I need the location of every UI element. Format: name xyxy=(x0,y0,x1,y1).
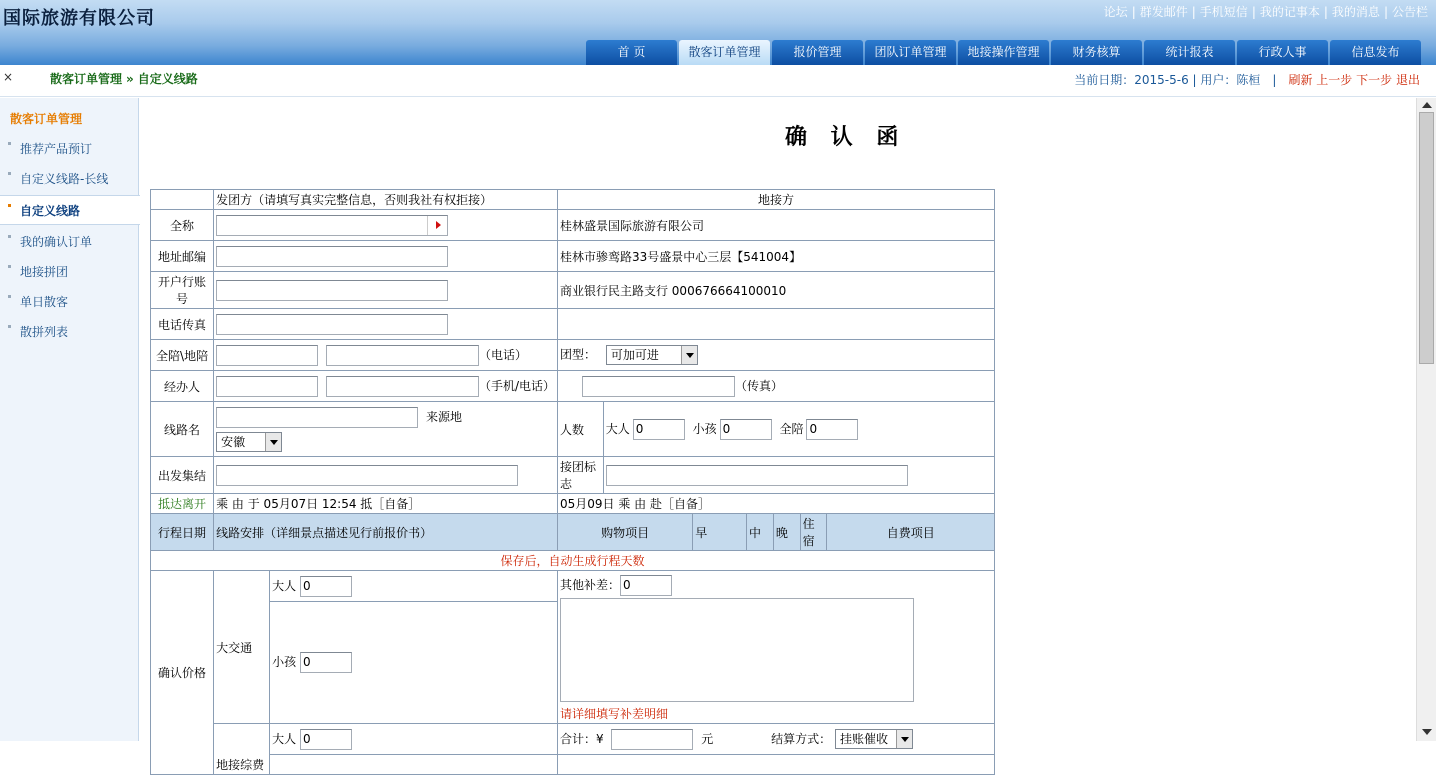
guide-phone-input[interactable] xyxy=(326,345,479,366)
top-link-sms[interactable]: 手机短信 xyxy=(1199,5,1248,19)
top-link-mass-mail[interactable]: 群发邮件 xyxy=(1139,5,1188,19)
sidebar-item-my-confirmed[interactable]: 我的确认订单 xyxy=(0,227,139,257)
escort-count-input[interactable]: 0 xyxy=(806,419,858,440)
other-diff-input[interactable]: 0 xyxy=(620,575,672,596)
breadcrumb-separator: » xyxy=(126,72,134,86)
scroll-down-icon[interactable] xyxy=(1422,729,1432,735)
child-count-input[interactable]: 0 xyxy=(720,419,772,440)
col-date: 行程日期 xyxy=(151,514,214,551)
col-dinner: 晚 xyxy=(773,514,800,551)
label-phonefax: 电话传真 xyxy=(151,309,214,340)
arrive-text: 乘 由 于 05月07日 12:54 抵［自备］ xyxy=(214,494,558,514)
nav-tab-quotes[interactable]: 报价管理 xyxy=(772,40,863,65)
current-user: 用户：陈桓 xyxy=(1200,73,1261,87)
main-content xyxy=(140,98,1416,772)
label-arrive: 抵达离开 xyxy=(151,494,214,514)
top-link-bulletin[interactable]: 公告栏 xyxy=(1391,5,1428,19)
agent-mobile-input[interactable] xyxy=(326,376,479,397)
scroll-thumb[interactable] xyxy=(1419,112,1434,364)
breadcrumb xyxy=(50,70,198,87)
label-address: 地址邮编 xyxy=(151,241,214,272)
source-label: 来源地 xyxy=(425,409,462,424)
source-select[interactable]: 安徽 xyxy=(216,432,282,452)
col-shopping: 购物项目 xyxy=(557,514,692,551)
flag-input[interactable] xyxy=(606,465,908,486)
settle-select[interactable]: 挂账催收 xyxy=(835,729,913,749)
adult-count-input[interactable]: 0 xyxy=(633,419,685,440)
app-header xyxy=(0,0,1436,65)
col-optional: 自费项目 xyxy=(827,514,995,551)
agent-name-input[interactable] xyxy=(216,376,318,397)
refresh-link[interactable]: 刷新 xyxy=(1288,73,1313,87)
top-links: 论坛 | 群发邮件 | 手机短信 | 我的记事本 | 我的消息 | 公告栏 xyxy=(1103,5,1428,19)
date-user-info: 当前日期：2015-5-6 | 用户：陈桓 | 刷新 上一步 下一步 退出 xyxy=(1074,73,1420,87)
yuan-label: 元 xyxy=(701,731,714,746)
nav-tab-hr[interactable]: 行政人事 xyxy=(1237,40,1328,65)
agent-mobile-suffix: （手机/电话） xyxy=(478,378,555,393)
chevron-down-icon[interactable] xyxy=(681,346,697,364)
next-step-link[interactable]: 下一步 xyxy=(1356,73,1393,87)
chevron-down-icon[interactable] xyxy=(896,730,912,748)
chevron-down-icon[interactable] xyxy=(265,433,281,451)
scroll-up-icon[interactable] xyxy=(1422,102,1432,108)
agent-fax-suffix: （传真） xyxy=(734,378,783,393)
people-label: 人数 xyxy=(557,402,603,457)
child-count-label: 小孩 xyxy=(692,421,717,436)
group-type-label: 团型： xyxy=(559,347,596,362)
phonefax-input[interactable] xyxy=(216,314,448,335)
nav-tab-finance[interactable]: 财务核算 xyxy=(1051,40,1142,65)
sidebar-item-custom-long[interactable]: 自定义线路-长线 xyxy=(0,164,139,194)
receiver-address: 桂林市骖鸾路33号盛景中心三层【541004】 xyxy=(557,241,994,272)
group-type-select[interactable]: 可加可进 xyxy=(606,345,698,365)
label-route: 线路名 xyxy=(151,402,214,457)
guide-name-input[interactable] xyxy=(216,345,318,366)
auto-days-note: 保存后，自动生成行程天数 xyxy=(151,551,995,571)
close-icon[interactable]: × xyxy=(3,70,14,84)
company-logo: 国际旅游有限公司 xyxy=(3,8,155,29)
label-ground-fee: 地接综费 xyxy=(214,724,270,775)
label-fullname: 全称 xyxy=(151,210,214,241)
agent-fax-input[interactable] xyxy=(582,376,735,397)
confirmation-form xyxy=(150,189,995,775)
sidebar-item-single-day[interactable]: 单日散客 xyxy=(0,287,139,317)
breadcrumb-current: 自定义线路 xyxy=(137,72,198,86)
settle-label: 结算方式： xyxy=(771,731,832,746)
sidebar-item-ground-join[interactable]: 地接拼团 xyxy=(0,257,139,287)
sidebar-item-recommended[interactable]: 推荐产品预订 xyxy=(0,134,139,164)
nav-tab-home[interactable]: 首 页 xyxy=(586,40,677,65)
top-link-notepad[interactable]: 我的记事本 xyxy=(1259,5,1320,19)
breadcrumb-parent[interactable]: 散客订单管理 xyxy=(50,72,123,86)
schedule-header-row xyxy=(151,514,995,551)
sidebar-item-fit-list[interactable]: 散拼列表 xyxy=(0,317,139,347)
transport-child-label: 小孩 xyxy=(272,655,297,669)
other-diff-label: 其他补差： xyxy=(559,578,620,592)
label-bank: 开户行账号 xyxy=(151,272,214,309)
col-lunch: 中 xyxy=(747,514,774,551)
top-link-forum[interactable]: 论坛 xyxy=(1103,5,1128,19)
sidebar-title: 散客订单管理 xyxy=(10,112,83,126)
receiver-header: 地接方 xyxy=(557,190,994,210)
label-agent: 经办人 xyxy=(151,371,214,402)
ground-adult-label: 大人 xyxy=(272,731,297,746)
escort-count-label: 全陪 xyxy=(779,421,804,436)
route-name-input[interactable] xyxy=(216,407,418,428)
sidebar-item-custom-route[interactable]: 自定义线路 xyxy=(0,195,140,225)
receiver-bank: 商业银行民主路支行 000676664100010 xyxy=(557,272,994,309)
transport-adult-input[interactable]: 0 xyxy=(300,576,352,597)
label-price: 确认价格 xyxy=(151,571,214,775)
receiver-fullname: 桂林盛景国际旅游有限公司 xyxy=(557,210,994,241)
flag-label: 接团标志 xyxy=(557,457,603,494)
leave-text: 05月09日 乘 由 赴［自备］ xyxy=(557,494,994,514)
current-date: 当前日期：2015-5-6 xyxy=(1074,73,1189,87)
label-guide: 全陪\地陪 xyxy=(151,340,214,371)
transport-child-input[interactable]: 0 xyxy=(300,652,352,673)
label-departure: 出发集结 xyxy=(151,457,214,494)
logout-link[interactable]: 退出 xyxy=(1395,73,1420,87)
diff-detail-textarea[interactable] xyxy=(560,598,914,702)
adult-count-label: 大人 xyxy=(605,421,630,436)
fullname-input[interactable] xyxy=(216,215,448,236)
label-transport: 大交通 xyxy=(214,571,270,724)
breadcrumb-bar xyxy=(0,65,1436,97)
col-route: 线路安排（详细景点描述见行前报价书） xyxy=(214,514,558,551)
col-hotel: 住宿 xyxy=(800,514,827,551)
nav-tab-reports[interactable]: 统计报表 xyxy=(1144,40,1235,65)
prev-step-link[interactable]: 上一步 xyxy=(1316,73,1353,87)
total-input[interactable] xyxy=(611,729,693,750)
address-input[interactable] xyxy=(216,246,448,267)
main-nav xyxy=(586,40,1423,65)
transport-adult-label: 大人 xyxy=(272,578,297,593)
dropdown-arrow-icon[interactable] xyxy=(427,216,447,235)
ground-adult-input[interactable]: 0 xyxy=(300,729,352,750)
col-breakfast: 早 xyxy=(693,514,747,551)
departure-input[interactable] xyxy=(216,465,518,486)
top-link-messages[interactable]: 我的消息 xyxy=(1331,5,1380,19)
scrollbar[interactable] xyxy=(1416,98,1436,741)
nav-tab-ground-ops[interactable]: 地接操作管理 xyxy=(958,40,1049,65)
nav-tab-publish[interactable]: 信息发布 xyxy=(1330,40,1421,65)
nav-tab-fit-orders[interactable]: 散客订单管理 xyxy=(679,40,770,65)
page-title: 确 认 函 xyxy=(785,124,907,150)
nav-tab-group-orders[interactable]: 团队订单管理 xyxy=(865,40,956,65)
bank-input[interactable] xyxy=(216,280,448,301)
guide-phone-suffix: （电话） xyxy=(478,347,527,362)
sidebar xyxy=(0,98,139,741)
diff-detail-note: 请详细填写补差明细 xyxy=(559,707,668,721)
total-label: 合计：¥ xyxy=(559,731,604,746)
sender-header: 发团方（请填写真实完整信息，否则我社有权拒接） xyxy=(214,190,558,210)
